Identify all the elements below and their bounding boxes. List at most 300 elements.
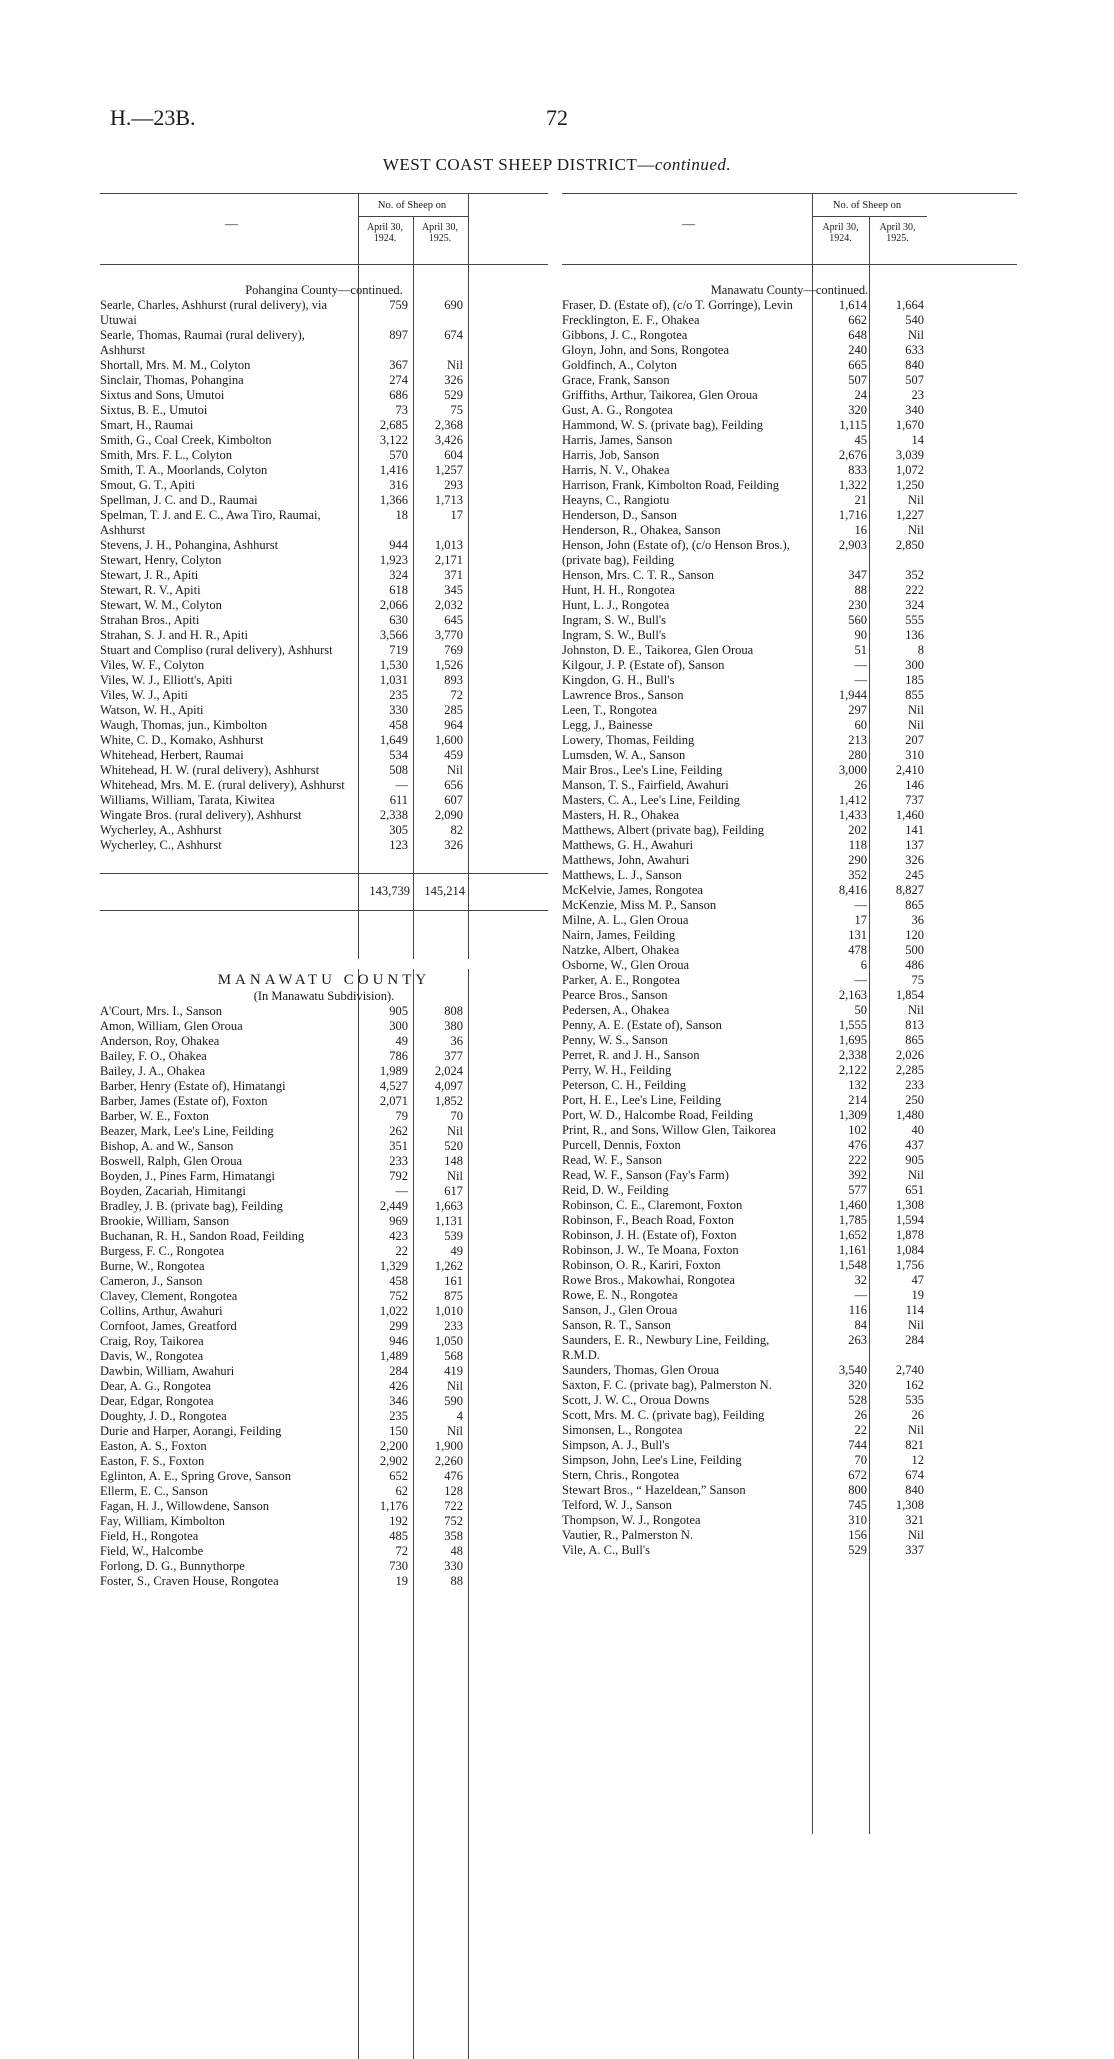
sheep-1924: 18 (395, 508, 408, 522)
sheep-1925: 645 (444, 613, 463, 627)
sheep-1925: 722 (444, 1499, 463, 1513)
sheep-1924: 2,200 (379, 1439, 408, 1453)
sheep-1924: — (854, 658, 867, 672)
sheep-1925: Nil (447, 358, 463, 372)
sheep-1925: 2,410 (895, 763, 924, 777)
sheep-1924: 534 (389, 748, 408, 762)
table-row (562, 1243, 1017, 1258)
sheep-1925: 2,024 (434, 1064, 463, 1078)
table-row (100, 1304, 548, 1319)
owner-name: Ellerm, E. C., Sanson (100, 1484, 208, 1498)
table-row (562, 613, 1017, 628)
table-row (100, 1484, 548, 1499)
sheep-1925: 75 (450, 403, 463, 417)
header-1924: April 30, 1924. (366, 222, 404, 244)
sheep-1925: 821 (905, 1438, 924, 1452)
table-row (562, 823, 1017, 838)
sheep-1925: 326 (444, 373, 463, 387)
sheep-1924: — (395, 778, 408, 792)
table-row (100, 598, 548, 613)
sheep-1925: 285 (444, 703, 463, 717)
page-title (0, 155, 1114, 175)
owner-name: Scott, Mrs. M. C. (private bag), Feilding (562, 1408, 765, 1422)
table-row (100, 403, 548, 418)
owner-name: Peterson, C. H., Feilding (562, 1078, 686, 1092)
owner-name: Harris, N. V., Ohakea (562, 463, 670, 477)
table-row (100, 1574, 548, 1589)
sheep-1925: 75 (911, 973, 924, 987)
table-row (562, 703, 1017, 718)
sheep-1925: 233 (905, 1078, 924, 1092)
owner-name: Burne, W., Rongotea (100, 1259, 205, 1273)
table-row (100, 1079, 548, 1094)
table-row (562, 493, 1017, 508)
sheep-1925: Nil (908, 1168, 924, 1182)
sheep-1924: 3,000 (838, 763, 867, 777)
sheep-1925: 88 (450, 1574, 463, 1588)
table-row (100, 1274, 548, 1289)
sheep-1924: 123 (389, 838, 408, 852)
table-row (100, 763, 548, 778)
owner-name: Read, W. F., Sanson (562, 1153, 663, 1167)
section-heading-manawatu-continued: Manawatu County—continued. (710, 283, 869, 297)
table-row (562, 1318, 1017, 1333)
sheep-1924: 1,322 (838, 478, 867, 492)
sheep-1925: 1,670 (895, 418, 924, 432)
owner-name: Strahan Bros., Apiti (100, 613, 200, 627)
sheep-1925: 293 (444, 478, 463, 492)
sheep-1925: 555 (905, 613, 924, 627)
table-row (100, 1139, 548, 1154)
table-row (562, 343, 1017, 358)
table-row (100, 1469, 548, 1484)
owner-name: Masters, H. R., Ohakea (562, 808, 679, 822)
sheep-1925: 651 (905, 1183, 924, 1197)
sheep-1924: 156 (848, 1528, 867, 1542)
sheep-1924: 24 (854, 388, 867, 402)
sheep-1924: 792 (389, 1169, 408, 1183)
owner-name: Eglinton, A. E., Spring Grove, Sanson (100, 1469, 291, 1483)
sheep-1925: 1,308 (895, 1198, 924, 1212)
total-1925: 145,214 (424, 884, 465, 898)
table-row (100, 478, 548, 493)
header-1925: April 30, 1925. (421, 222, 459, 244)
sheep-1925: 337 (905, 1543, 924, 1557)
owner-name: Whitehead, Mrs. M. E. (rural delivery), Ashhurst (100, 778, 345, 792)
table-row (100, 1424, 548, 1439)
owner-name: Stewart, R. V., Apiti (100, 583, 201, 597)
sheep-1924: 60 (854, 718, 867, 732)
table-row (100, 1154, 548, 1169)
owner-name: Cameron, J., Sanson (100, 1274, 203, 1288)
table-row (562, 1033, 1017, 1048)
sheep-1925: 47 (911, 1273, 924, 1287)
owner-name: Viles, W. F., Colyton (100, 658, 205, 672)
sheep-1925: 161 (444, 1274, 463, 1288)
sheep-1925: 1,050 (434, 1334, 463, 1348)
table-row (100, 1124, 548, 1139)
sheep-1925: 604 (444, 448, 463, 462)
owner-name: Whitehead, H. W. (rural delivery), Ashhurst (100, 763, 320, 777)
sheep-1924: 786 (389, 1049, 408, 1063)
sheep-1925: 1,526 (434, 658, 463, 672)
sheep-1924: 1,716 (838, 508, 867, 522)
sheep-1925: 607 (444, 793, 463, 807)
owner-name: Natzke, Albert, Ohakea (562, 943, 680, 957)
sheep-1925: 48 (450, 1544, 463, 1558)
sheep-1924: 630 (389, 613, 408, 627)
sheep-1924: 2,122 (838, 1063, 867, 1077)
owner-name: Robinson, C. E., Claremont, Foxton (562, 1198, 743, 1212)
sheep-1925: 70 (450, 1109, 463, 1123)
sheep-1924: 351 (389, 1139, 408, 1153)
owner-name: Cornfoot, James, Greatford (100, 1319, 237, 1333)
sheep-1924: 70 (854, 1453, 867, 1467)
sheep-1924: 17 (854, 913, 867, 927)
owner-name: Matthews, L. J., Sanson (562, 868, 682, 882)
owner-name: Boyden, J., Pines Farm, Himatangi (100, 1169, 275, 1183)
sheep-1925: 377 (444, 1049, 463, 1063)
sheep-1925: 855 (905, 688, 924, 702)
header-dash: — (682, 216, 695, 231)
sheep-1925: 245 (905, 868, 924, 882)
sheep-1924: 3,540 (838, 1363, 867, 1377)
sheep-1925: Nil (908, 703, 924, 717)
sheep-1925: 128 (444, 1484, 463, 1498)
owner-name: Stevens, J. H., Pohangina, Ashhurst (100, 538, 279, 552)
title-continued: continued. (654, 155, 732, 174)
table-row (100, 1334, 548, 1349)
sheep-1924: 51 (854, 643, 867, 657)
table-row (100, 373, 548, 388)
table-row (100, 658, 548, 673)
sheep-1925: 148 (444, 1154, 463, 1168)
sheep-1925: 4,097 (434, 1079, 463, 1093)
sheep-1925: Nil (447, 1169, 463, 1183)
owner-name: Smart, H., Raumai (100, 418, 194, 432)
table-row (562, 568, 1017, 583)
table-row (100, 418, 548, 433)
table-row (562, 943, 1017, 958)
sheep-1924: 2,902 (379, 1454, 408, 1468)
sheep-1925: 8,827 (895, 883, 924, 897)
table-row (562, 583, 1017, 598)
owner-name: Doughty, J. D., Rongotea (100, 1409, 227, 1423)
owner-name: Henson, Mrs. C. T. R., Sanson (562, 568, 714, 582)
sheep-1925: 2,032 (434, 598, 463, 612)
sheep-1925: 1,308 (895, 1498, 924, 1512)
sheep-1925: 529 (444, 388, 463, 402)
owner-name: Perry, W. H., Feilding (562, 1063, 672, 1077)
table-row (562, 928, 1017, 943)
sheep-1925: 358 (444, 1529, 463, 1543)
owner-name: Robinson, O. R., Kariri, Foxton (562, 1258, 721, 1272)
no-of-sheep-label: No. of Sheep on (377, 200, 447, 211)
total-1924: 143,739 (369, 884, 410, 898)
owner-name: Telford, W. J., Sanson (562, 1498, 672, 1512)
sheep-1924: 458 (389, 1274, 408, 1288)
table-row (100, 673, 548, 688)
sheep-1924: 284 (389, 1364, 408, 1378)
sheep-1925: 893 (444, 673, 463, 687)
sheep-1924: 274 (389, 373, 408, 387)
section-heading-manawatu: MANAWATU COUNTY (217, 972, 431, 988)
owner-name: Lumsden, W. A., Sanson (562, 748, 686, 762)
sheep-1925: 419 (444, 1364, 463, 1378)
sheep-1924: 1,649 (379, 733, 408, 747)
owner-name: Searle, Charles, Ashhurst (rural delivery), via Utuwai (100, 298, 328, 327)
owner-name: Goldfinch, A., Colyton (562, 358, 677, 372)
sheep-1924: — (854, 673, 867, 687)
sheep-1924: 235 (389, 688, 408, 702)
sheep-1924: 1,412 (838, 793, 867, 807)
table-row (562, 328, 1017, 343)
table-row (562, 1153, 1017, 1168)
table-row (562, 733, 1017, 748)
left-column (100, 193, 548, 1589)
sheep-1925: 2,850 (895, 538, 924, 552)
owner-name: Hunt, L. J., Rongotea (562, 598, 670, 612)
sheep-1925: 136 (905, 628, 924, 642)
table-row (562, 958, 1017, 973)
owner-name: Stuart and Compliso (rural delivery), Ashhurst (100, 643, 333, 657)
owner-name: Rowe, E. N., Rongotea (562, 1288, 678, 1302)
title-main: WEST COAST SHEEP DISTRICT— (382, 155, 655, 174)
sheep-1924: 719 (389, 643, 408, 657)
sheep-1925: 1,262 (434, 1259, 463, 1273)
table-row (562, 1378, 1017, 1393)
owner-name: Craig, Roy, Taikorea (100, 1334, 204, 1348)
table-row (100, 718, 548, 733)
sheep-1924: 560 (848, 613, 867, 627)
owner-name: Spelman, T. J. and E. C., Awa Tiro, Raumai, Ashhurst (100, 508, 321, 537)
right-table-header (562, 194, 1017, 265)
table-row (562, 1003, 1017, 1018)
sheep-1925: 326 (905, 853, 924, 867)
sheep-1924: 508 (389, 763, 408, 777)
sheep-1925: 737 (905, 793, 924, 807)
sheep-1925: 1,480 (895, 1108, 924, 1122)
table-row (100, 298, 548, 328)
sheep-1925: 2,285 (895, 1063, 924, 1077)
sheep-1924: 118 (848, 838, 867, 852)
sheep-1925: 865 (905, 898, 924, 912)
sheep-1925: 137 (905, 838, 924, 852)
table-row (562, 748, 1017, 763)
sheep-1924: 330 (389, 703, 408, 717)
owner-name: Barber, Henry (Estate of), Himatangi (100, 1079, 286, 1093)
owner-name: Harris, Job, Sanson (562, 448, 660, 462)
sheep-1925: 340 (905, 403, 924, 417)
table-row (100, 793, 548, 808)
owner-name: Saunders, Thomas, Glen Oroua (562, 1363, 720, 1377)
table-row (562, 898, 1017, 913)
section-subheading: (In Manawatu Subdivision). (253, 989, 395, 1003)
sheep-1925: 769 (444, 643, 463, 657)
table-row (100, 1349, 548, 1364)
sheep-1924: 49 (395, 1034, 408, 1048)
table-row (562, 688, 1017, 703)
sheep-1925: 633 (905, 343, 924, 357)
table-row (562, 1528, 1017, 1543)
owner-name: Sanson, J., Glen Oroua (562, 1303, 678, 1317)
owner-name: Waugh, Thomas, jun., Kimbolton (100, 718, 268, 732)
page-header (0, 105, 1114, 135)
sheep-1924: 346 (389, 1394, 408, 1408)
table-row (562, 853, 1017, 868)
sheep-1924: 222 (848, 1153, 867, 1167)
sheep-1924: 1,555 (838, 1018, 867, 1032)
table-row (562, 1498, 1017, 1513)
sheep-1925: 1,460 (895, 808, 924, 822)
sheep-1925: 2,090 (434, 808, 463, 822)
sheep-1925: 813 (905, 1018, 924, 1032)
sheep-1924: 485 (389, 1529, 408, 1543)
sheep-1924: 262 (389, 1124, 408, 1138)
table-row (100, 1019, 548, 1034)
owner-name: Whitehead, Herbert, Raumai (100, 748, 244, 762)
sheep-1924: 62 (395, 1484, 408, 1498)
owner-name: Bradley, J. B. (private bag), Feilding (100, 1199, 283, 1213)
sheep-1924: 3,566 (379, 628, 408, 642)
table-row (562, 1303, 1017, 1318)
owner-name: Foster, S., Craven House, Rongotea (100, 1574, 279, 1588)
sheep-1925: 617 (444, 1184, 463, 1198)
table-row (562, 838, 1017, 853)
table-row (562, 1513, 1017, 1528)
table-row (562, 358, 1017, 373)
table-row (562, 388, 1017, 403)
owner-name: Scott, J. W. C., Oroua Downs (562, 1393, 710, 1407)
sheep-1925: Nil (908, 1528, 924, 1542)
sheep-1925: 1,013 (434, 538, 463, 552)
table-row (562, 313, 1017, 328)
table-row (100, 493, 548, 508)
sheep-1925: 540 (905, 313, 924, 327)
table-row (100, 1529, 548, 1544)
sheep-1925: 520 (444, 1139, 463, 1153)
owner-name: Sanson, R. T., Sanson (562, 1318, 671, 1332)
sheep-1924: 240 (848, 343, 867, 357)
sheep-1924: 944 (389, 538, 408, 552)
sheep-1925: 1,878 (895, 1228, 924, 1242)
owner-name: Reid, D. W., Feilding (562, 1183, 669, 1197)
sheep-1924: 905 (389, 1004, 408, 1018)
sheep-1925: Nil (447, 1124, 463, 1138)
sheep-1924: 305 (389, 823, 408, 837)
sheep-1924: 946 (389, 1334, 408, 1348)
owner-name: Wycherley, A., Ashhurst (100, 823, 222, 837)
table-row (562, 643, 1017, 658)
owner-name: Stewart, W. M., Colyton (100, 598, 222, 612)
owner-name: Saunders, E. R., Newbury Line, Feilding, R.M.D. (562, 1333, 770, 1362)
table-row (100, 1319, 548, 1334)
sheep-1924: 1,329 (379, 1259, 408, 1273)
owner-name: Kingdon, G. H., Bull's (562, 673, 675, 687)
sheep-1925: Nil (447, 763, 463, 777)
table-row (562, 448, 1017, 463)
table-row (100, 1439, 548, 1454)
sheep-1924: 347 (848, 568, 867, 582)
sheep-1924: 26 (854, 778, 867, 792)
sheep-1924: 22 (395, 1244, 408, 1258)
sheep-1925: 437 (905, 1138, 924, 1152)
sheep-1925: 1,852 (434, 1094, 463, 1108)
owner-name: Lowery, Thomas, Feilding (562, 733, 695, 747)
sheep-1925: 326 (444, 838, 463, 852)
owner-name: Frecklington, E. F., Ohakea (562, 313, 700, 327)
sheep-1925: 371 (444, 568, 463, 582)
table-row (562, 1468, 1017, 1483)
table-row (562, 1423, 1017, 1438)
table-row (562, 1198, 1017, 1213)
owner-name: Stewart, J. R., Apiti (100, 568, 199, 582)
manawatu-body (100, 911, 548, 1589)
sheep-1924: 426 (389, 1379, 408, 1393)
sheep-1924: 72 (395, 1544, 408, 1558)
sheep-1924: 1,115 (839, 418, 867, 432)
table-row (562, 658, 1017, 673)
sheep-1925: 14 (911, 433, 924, 447)
sheep-1925: 49 (450, 1244, 463, 1258)
sheep-1924: 686 (389, 388, 408, 402)
sheep-1925: 539 (444, 1229, 463, 1243)
owner-name: Viles, W. J., Elliott's, Apiti (100, 673, 233, 687)
sheep-1924: 2,903 (838, 538, 867, 552)
right-column (562, 193, 1017, 1558)
table-row (562, 598, 1017, 613)
sheep-1925: 964 (444, 718, 463, 732)
owner-name: Forlong, D. G., Bunnythorpe (100, 1559, 245, 1573)
sheep-1924: 833 (848, 463, 867, 477)
table-row (100, 1064, 548, 1079)
table-row (562, 1393, 1017, 1408)
owner-name: Beazer, Mark, Lee's Line, Feilding (100, 1124, 274, 1138)
table-row (100, 358, 548, 373)
sheep-1924: 507 (848, 373, 867, 387)
owner-name: Saxton, F. C. (private bag), Palmerston N. (562, 1378, 772, 1392)
sheep-1924: 26 (854, 1408, 867, 1422)
table-row (562, 1543, 1017, 1558)
owner-name: White, C. D., Komako, Ashhurst (100, 733, 264, 747)
sheep-1924: 299 (389, 1319, 408, 1333)
owner-name: Ingram, S. W., Bull's (562, 628, 666, 642)
sheep-1925: 2,368 (434, 418, 463, 432)
owner-name: Henderson, D., Sanson (562, 508, 677, 522)
owner-name: Shortall, Mrs. M. M., Colyton (100, 358, 251, 372)
sheep-1924: — (854, 1288, 867, 1302)
table-row (100, 1454, 548, 1469)
owner-name: Read, W. F., Sanson (Fay's Farm) (562, 1168, 729, 1182)
sheep-1924: 2,685 (379, 418, 408, 432)
table-row (562, 1438, 1017, 1453)
table-row (562, 1108, 1017, 1123)
owner-name: Sinclair, Thomas, Pohangina (100, 373, 244, 387)
sheep-1924: 1,031 (379, 673, 408, 687)
table-row (562, 1213, 1017, 1228)
table-row (562, 373, 1017, 388)
sheep-1925: 36 (450, 1034, 463, 1048)
sheep-1924: 2,338 (379, 808, 408, 822)
sheep-1924: 88 (854, 583, 867, 597)
sheep-1924: 1,548 (838, 1258, 867, 1272)
owner-name: Strahan, S. J. and H. R., Apiti (100, 628, 248, 642)
owner-name: Collins, Arthur, Awahuri (100, 1304, 223, 1318)
section-heading-pohangina: Pohangina County—continued. (245, 283, 403, 297)
table-row (100, 838, 548, 853)
sheep-1924: 3,122 (379, 433, 408, 447)
owner-name: Stewart, Henry, Colyton (100, 553, 222, 567)
